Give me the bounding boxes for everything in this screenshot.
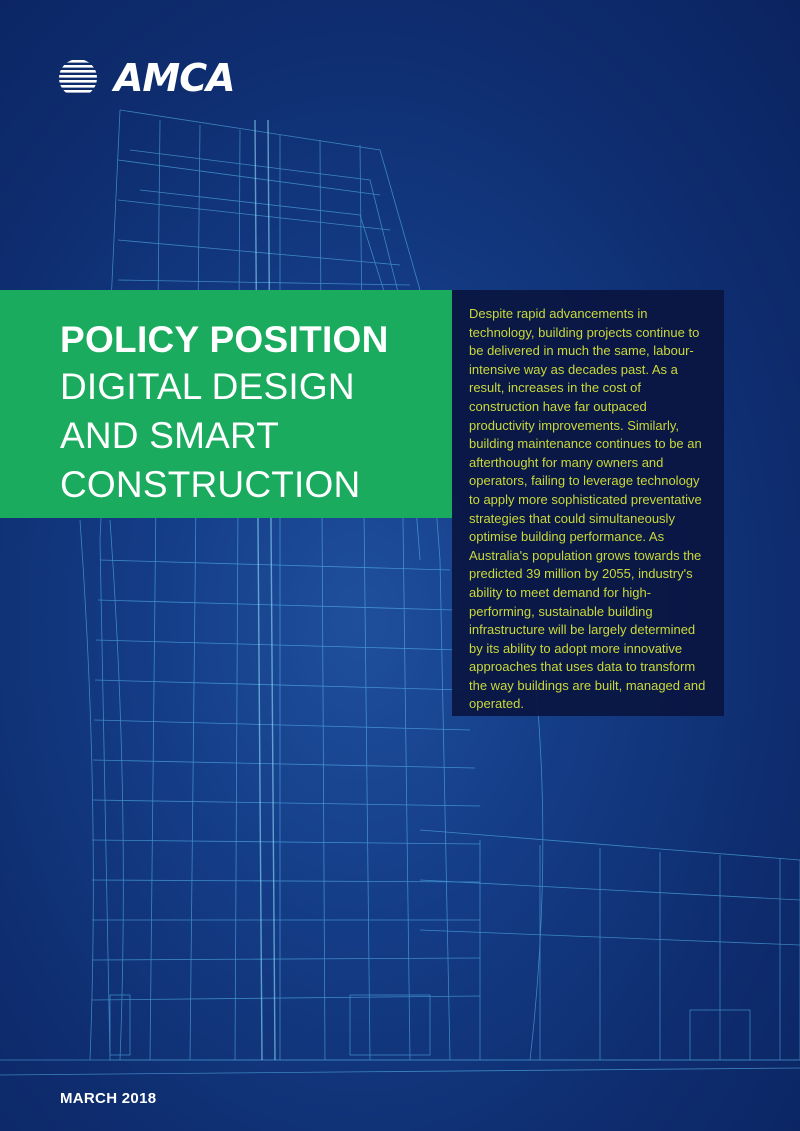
title-panel <box>0 290 452 518</box>
intro-paragraph: Despite rapid advancements in technology, building projects continue to be delivered in much the same, labour-intensive way as decades past. As a result, increases in the cost of construction have far outpaced productivity improvements. Similarly, building maintenance continues to be an afterthought for many owners and operators, failing to leverage technology to apply more sophisticated preventative strategies that could simultaneously optimise building performance. As Australia's population grows towards the predicted 39 million by 2055, industry's ability to meet demand for high-performing, sustainable building infrastructure will be largely determined by its ability to adopt more innovative approaches that uses data to transform the way buildings are built, managed and operated. <box>469 306 706 712</box>
publication-date: MARCH 2018 <box>60 1090 157 1107</box>
globe-stripes-icon <box>52 58 104 98</box>
intro-panel <box>452 290 724 716</box>
title-line-digital: DIGITAL DESIGN <box>60 366 355 407</box>
amca-logo <box>52 58 267 98</box>
logo-wordmark: AMCA <box>114 56 235 100</box>
title-line-smart: AND SMART <box>60 415 280 456</box>
title-line-construction: CONSTRUCTION <box>60 464 361 505</box>
title-line-policy: POLICY POSITION <box>60 319 389 360</box>
